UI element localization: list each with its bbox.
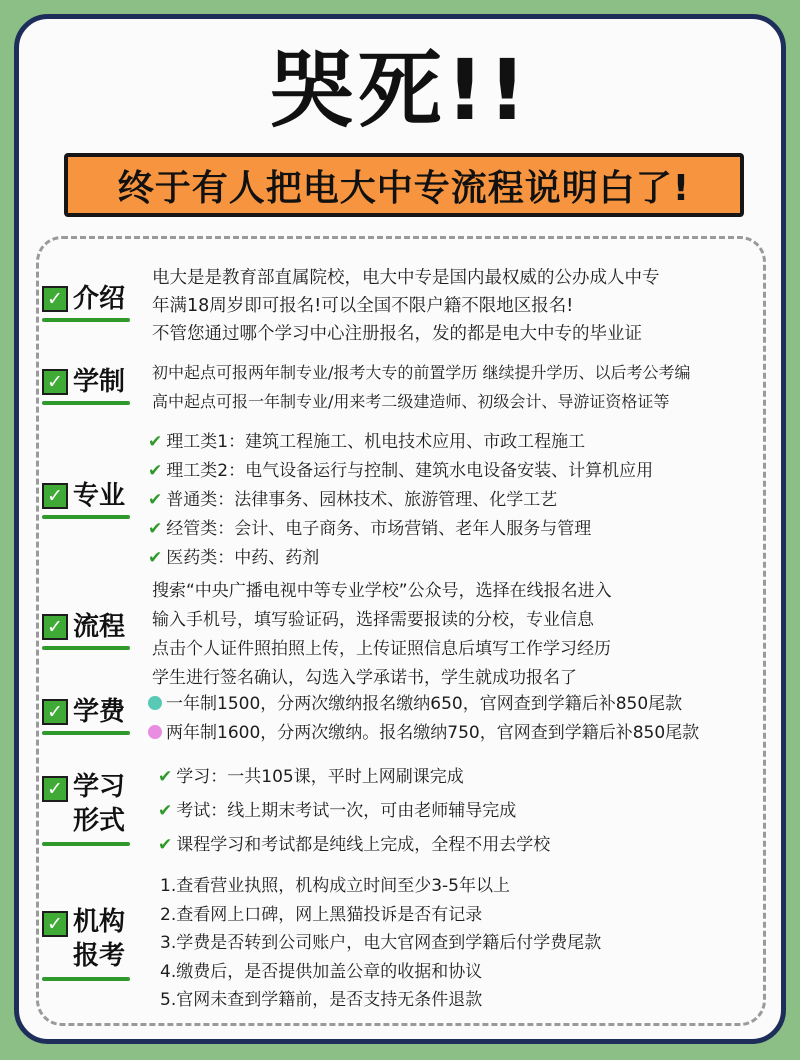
label-underline bbox=[42, 731, 130, 735]
section-label-system bbox=[42, 367, 134, 405]
intro-line: 不管您通过哪个学习中心注册报名，发的都是电大中专的毕业证 bbox=[152, 324, 642, 344]
agency-line: 1.查看营业执照，机构成立时间至少3-5年以上 bbox=[160, 876, 510, 896]
check-icon: ✓ bbox=[42, 286, 68, 312]
system-line: 初中起点可报两年制专业/报考大专的前置学历 继续提升学历、以后考公考编 bbox=[152, 363, 691, 382]
study-line: ✔ 课程学习和考试都是纯线上完成，全程不用去学校 bbox=[158, 835, 551, 855]
agency-line: 2.查看网上口碑，网上黑猫投诉是否有记录 bbox=[160, 904, 483, 925]
intro-line: 年满18周岁即可报名!可以全国不限户籍不限地区报名! bbox=[152, 296, 574, 316]
fees-line: 一年制1500，分两次缴纳报名缴纳650，官网查到学籍后补850尾款 bbox=[148, 690, 699, 719]
intro-line: 电大是是教育部直属院校，电大中专是国内最权威的公办成人中专 bbox=[152, 268, 660, 288]
study-line: ✔ 学习：一共105课，平时上网刷课完成 bbox=[158, 767, 464, 787]
fees-text bbox=[148, 690, 699, 748]
section-label-fees bbox=[42, 697, 134, 735]
majors-line: ✔ 理工类1：建筑工程施工、机电技术应用、市政工程施工 bbox=[148, 432, 586, 452]
section-label-intro bbox=[42, 284, 134, 322]
label-underline bbox=[42, 646, 130, 650]
check-icon: ✓ bbox=[42, 911, 68, 937]
label-underline bbox=[42, 318, 130, 322]
majors-line: ✔ 普通类：法律事务、园林技术、旅游管理、化学工艺 bbox=[148, 490, 558, 510]
check-mark-icon: ✔ bbox=[148, 490, 163, 510]
check-mark-icon: ✔ bbox=[158, 835, 173, 855]
check-mark-icon: ✔ bbox=[158, 801, 173, 821]
section-label-process bbox=[42, 612, 134, 650]
check-mark-icon: ✔ bbox=[148, 461, 163, 481]
check-icon: ✓ bbox=[42, 369, 68, 395]
majors-line: ✔ 医药类：中药、药剂 bbox=[148, 548, 320, 568]
system-line: 高中起点可报一年制专业/用来考二级建造师、初级会计、导游证资格证等 bbox=[152, 392, 670, 411]
section-label-majors bbox=[42, 481, 134, 519]
agency-line: 5.官网未查到学籍前，是否支持无条件退款 bbox=[160, 990, 483, 1010]
label-process: 流程 bbox=[73, 612, 126, 642]
process-line: 输入手机号，填写验证码，选择需要报读的分校，专业信息 bbox=[152, 610, 594, 630]
system-text bbox=[152, 358, 690, 416]
section-label-study bbox=[42, 770, 134, 846]
headline: 哭死!! bbox=[269, 41, 531, 139]
majors-line: ✔ 理工类2：电气设备运行与控制、建筑水电设备安装、计算机应用 bbox=[148, 461, 654, 481]
process-line: 搜索“中央广播电视中等专业学校”公众号，选择在线报名进入 bbox=[152, 581, 612, 601]
label-intro: 介绍 bbox=[73, 284, 126, 314]
check-mark-icon: ✔ bbox=[148, 548, 163, 568]
subtitle-banner bbox=[64, 153, 744, 217]
label-underline bbox=[42, 515, 130, 519]
agency-line: 4.缴费后，是否提供加盖公章的收据和协议 bbox=[160, 961, 483, 982]
check-mark-icon: ✔ bbox=[148, 432, 163, 452]
check-icon: ✓ bbox=[42, 699, 68, 725]
process-line: 点击个人证件照拍照上传，上传证照信息后填写工作学习经历 bbox=[152, 639, 611, 659]
label-system: 学制 bbox=[73, 367, 126, 397]
label-majors: 专业 bbox=[73, 481, 126, 511]
subtitle-text: 终于有人把电大中专流程说明白了! bbox=[117, 167, 691, 209]
check-icon: ✓ bbox=[42, 483, 68, 509]
pink-dot-icon bbox=[148, 725, 162, 739]
fees-line: 两年制1600，分两次缴纳。报名缴纳750，官网查到学籍后补850尾款 bbox=[148, 719, 699, 748]
agency-text bbox=[160, 872, 601, 1015]
intro-text bbox=[152, 264, 660, 348]
teal-dot-icon bbox=[148, 696, 162, 710]
label-agency: 机构 报考 bbox=[73, 907, 126, 971]
majors-text bbox=[148, 428, 653, 573]
majors-line: ✔ 经管类：会计、电子商务、市场营销、老年人服务与管理 bbox=[148, 519, 592, 539]
check-icon: ✓ bbox=[42, 776, 68, 802]
section-label-agency bbox=[42, 905, 134, 981]
check-icon: ✓ bbox=[42, 614, 68, 640]
label-study: 学习 形式 bbox=[73, 772, 126, 836]
label-fees: 学费 bbox=[73, 697, 126, 727]
label-underline bbox=[42, 977, 130, 981]
process-line: 学生进行签名确认，勾选入学承诺书，学生就成功报名了 bbox=[152, 668, 577, 688]
process-text bbox=[152, 577, 612, 693]
label-underline bbox=[42, 401, 130, 405]
study-line: ✔ 考试：线上期末考试一次，可由老师辅导完成 bbox=[158, 801, 517, 821]
agency-line: 3.学费是否转到公司账户，电大官网查到学籍后付学费尾款 bbox=[160, 933, 602, 953]
study-text bbox=[158, 760, 550, 862]
check-mark-icon: ✔ bbox=[148, 519, 163, 539]
check-mark-icon: ✔ bbox=[158, 767, 173, 787]
label-underline bbox=[42, 842, 130, 846]
